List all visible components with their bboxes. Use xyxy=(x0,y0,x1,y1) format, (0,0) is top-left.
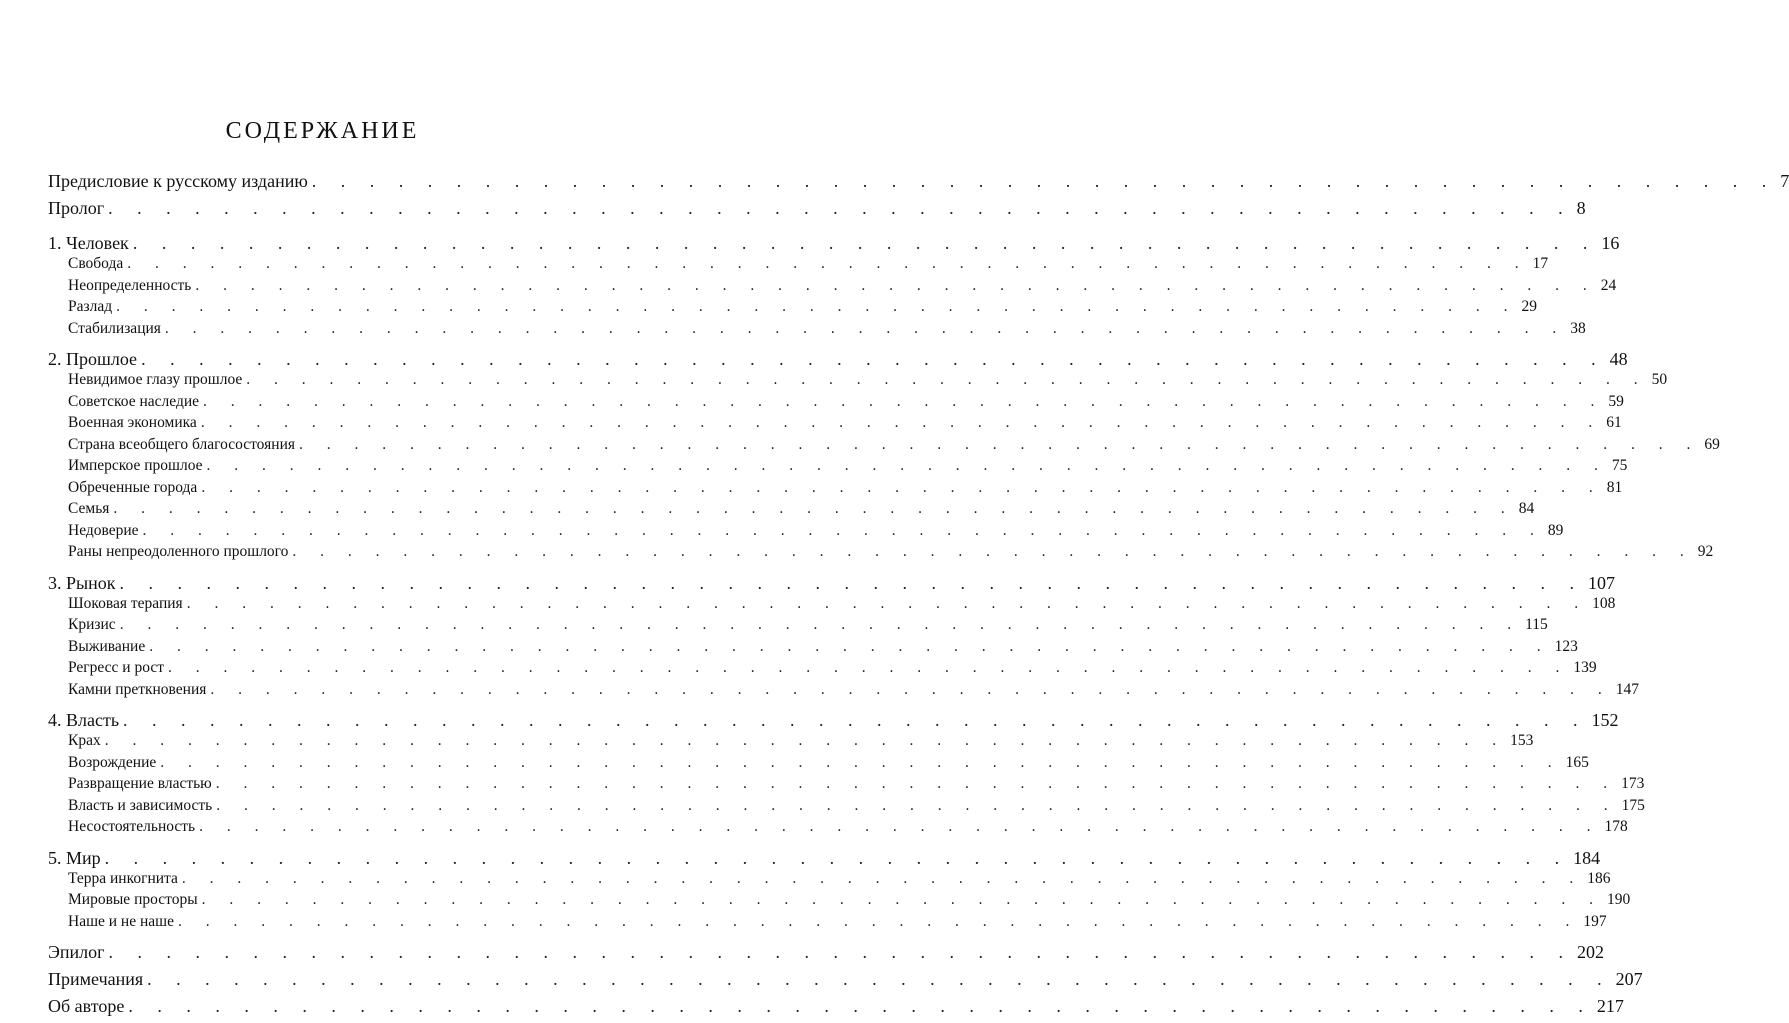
section-gap xyxy=(48,565,544,573)
toc-entry xyxy=(48,637,1578,660)
toc-entry xyxy=(48,732,1534,754)
toc-entry-title: Власть и зависимость xyxy=(68,796,213,814)
section-gap xyxy=(48,702,544,710)
toc-entry-title: Несостоятельность xyxy=(68,818,196,835)
dot-leader: . . . . . . . . . . . . . . . . . . . . . . . . . . . . . . . . . . . . . . . . . . . . . . . . . . . xyxy=(123,710,1588,730)
toc-entry-title: Советское наследие xyxy=(68,392,200,410)
toc-entry-page: 84 xyxy=(1518,500,1535,517)
dot-leader: . . . . . . . . . . . . . . . . . . . . . . . . . . . . . . . . . . . . . . . . . . . . . . . . . . . xyxy=(206,457,1608,474)
toc-entry xyxy=(48,276,1617,299)
toc-entry-title: Наше и не наше xyxy=(68,912,174,930)
toc-entry-page: 16 xyxy=(1601,233,1620,253)
toc-entry xyxy=(48,349,1628,371)
section-gap xyxy=(48,225,544,233)
toc-entry xyxy=(48,500,1535,522)
toc-entry-title: Семья xyxy=(68,500,110,517)
dot-leader: . . . . . . . . . . . . . . . . . . . . . . . . . . . . . . . . . . . . . . . . . . . . . . . . . . . xyxy=(119,572,1584,593)
toc-entry-title: Терра инкогнита xyxy=(68,869,178,887)
dot-leader: . . . . . . . . . . . . . . . . . . . . . . . . . . . . . . . . . . . . . . . . . . . . . . . . . . . xyxy=(200,414,1603,431)
section-gap xyxy=(48,341,544,349)
toc-entry xyxy=(48,392,1624,415)
toc-entry-title: Невидимое глазу прошлое xyxy=(68,371,243,388)
toc-entry xyxy=(48,171,1789,198)
toc-entry-title: 1. Человек xyxy=(48,233,129,253)
toc-entry-page: 184 xyxy=(1573,847,1601,868)
toc-entry-title: Военная экономика xyxy=(68,414,197,431)
toc-entry-page: 59 xyxy=(1608,392,1624,410)
toc-entry xyxy=(48,869,1611,892)
dot-leader: . . . . . . . . . . . . . . . . . . . . . . . . . . . . . . . . . . . . . . . . . . . . . . . . . . . xyxy=(104,732,1507,749)
dot-leader: . . . . . . . . . . . . . . . . . . . . . . . . . . . . . . . . . . . . . . . . . . . . . . . . . . . xyxy=(195,276,1597,294)
toc-entry-title: Имперское прошлое xyxy=(68,457,203,474)
toc-entry-title: Страна всеобщего благосостояния xyxy=(68,435,295,453)
toc-entry-title: Разлад xyxy=(68,298,113,315)
dot-leader: . . . . . . . . . . . . . . . . . . . . . . . . . . . . . . . . . . . . . . . . . . . . . . . . . . . xyxy=(149,637,1551,655)
toc-entry xyxy=(48,818,1628,840)
dot-leader: . . . . . . . . . . . . . . . . . . . . . . . . . . . . . . . . . . . . . . . . . . . . . . . . . . . xyxy=(299,435,1701,453)
dot-leader: . . . . . . . . . . . . . . . . . . . . . . . . . . . . . . . . . . . . . . . . . . . . . . . . . . . xyxy=(203,392,1605,410)
toc-entry-title: Предисловие к русскому изданию xyxy=(48,171,308,191)
dot-leader: . . . . . . . . . . . . . . . . . . . . . . . . . . . . . . . . . . . . . . . . . . . . . . . . . . . xyxy=(168,659,1570,676)
toc-entry-page: 17 xyxy=(1532,255,1549,272)
toc-entry-title: Возрождение xyxy=(68,753,157,771)
toc-entry-page: 108 xyxy=(1592,594,1616,612)
toc-entry-title: Мировые просторы xyxy=(68,891,198,908)
toc-entry-title: Эпилог xyxy=(48,942,105,962)
toc-entry xyxy=(48,616,1548,638)
toc-entry-page: 190 xyxy=(1606,891,1631,908)
toc-entry xyxy=(48,319,1586,342)
toc-entry xyxy=(48,435,1720,458)
toc-entry-page: 202 xyxy=(1577,942,1605,962)
toc-entry-page: 152 xyxy=(1591,710,1619,730)
toc-entry-page: 8 xyxy=(1576,198,1586,218)
dot-leader: . . . . . . . . . . . . . . . . . . . . . . . . . . . . . . . . . . . . . . . . . . . . . . . . . . . xyxy=(164,319,1567,337)
toc-entry-page: 38 xyxy=(1570,319,1586,337)
toc-entry-page: 48 xyxy=(1609,349,1628,369)
toc-entry-title: Шоковая терапия xyxy=(68,594,183,612)
toc-entry-title: Стабилизация xyxy=(68,319,161,337)
toc-entry xyxy=(48,753,1589,776)
toc-entry-page: 81 xyxy=(1606,478,1623,496)
table-of-contents xyxy=(48,171,1789,1023)
dot-leader: . . . . . . . . . . . . . . . . . . . . . . . . . . . . . . . . . . . . . . . . . . . . . . . . . . . xyxy=(311,171,1777,191)
toc-entry xyxy=(48,371,1668,393)
dot-leader: . . . . . . . . . . . . . . . . . . . . . . . . . . . . . . . . . . . . . . . . . . . . . . . . . . . xyxy=(181,869,1584,887)
toc-entry-page: 153 xyxy=(1510,732,1534,749)
toc-entry-title: 4. Власть xyxy=(48,710,120,730)
dot-leader: . . . . . . . . . . . . . . . . . . . . . . . . . . . . . . . . . . . . . . . . . . . . . . . . . . . xyxy=(147,969,1612,989)
toc-entry-page: 217 xyxy=(1596,996,1624,1016)
toc-entry-page: 123 xyxy=(1554,637,1578,655)
toc-entry-title: Выживание xyxy=(68,637,146,655)
dot-leader: . . . . . . . . . . . . . . . . . . . . . . . . . . . . . . . . . . . . . . . . . . . . . . . . . . . xyxy=(201,891,1603,908)
toc-entry-title: Пролог xyxy=(48,198,105,218)
toc-entry xyxy=(48,543,1714,565)
dot-leader: . . . . . . . . . . . . . . . . . . . . . . . . . . . . . . . . . . . . . . . . . . . . . . . . . . . xyxy=(216,796,1618,814)
toc-entry-title: Недоверие xyxy=(68,521,139,539)
toc-entry-page: 197 xyxy=(1583,912,1607,930)
toc-entry-page: 165 xyxy=(1565,753,1589,771)
dot-leader: . . . . . . . . . . . . . . . . . . . . . . . . . . . . . . . . . . . . . . . . . . . . . . . . . . . xyxy=(141,349,1606,369)
toc-entry-title: Примечания xyxy=(48,969,144,989)
toc-entry xyxy=(48,298,1537,320)
dot-leader: . . . . . . . . . . . . . . . . . . . . . . . . . . . . . . . . . . . . . . . . . . . . . . . . . . . xyxy=(177,912,1580,930)
dot-leader: . . . . . . . . . . . . . . . . . . . . . . . . . . . . . . . . . . . . . . . . . . . . . . . . . . . xyxy=(127,255,1529,272)
toc-entry-title: Об авторе xyxy=(48,996,125,1016)
toc-entry-page: 186 xyxy=(1587,869,1611,887)
toc-entry-page: 89 xyxy=(1547,521,1564,539)
toc-entry-page: 7 xyxy=(1780,171,1789,191)
toc-entry xyxy=(48,414,1622,436)
toc-entry xyxy=(48,255,1549,277)
dot-leader: . . . . . . . . . . . . . . . . . . . . . . . . . . . . . . . . . . . . . . . . . . . . . . . . . . . xyxy=(119,616,1522,633)
toc-entry-title: Камни преткновения xyxy=(68,680,207,698)
toc-entry xyxy=(48,659,1597,681)
dot-leader: . . . . . . . . . . . . . . . . . . . . . . . . . . . . . . . . . . . . . . . . . . . . . . . . . . . xyxy=(246,371,1648,388)
toc-entry-page: 178 xyxy=(1604,818,1628,835)
toc-entry-title: Крах xyxy=(68,732,101,749)
dot-leader: . . . . . . . . . . . . . . . . . . . . . . . . . . . . . . . . . . . . . . . . . . . . . . . . . . . xyxy=(160,753,1562,771)
dot-leader: . . . . . . . . . . . . . . . . . . . . . . . . . . . . . . . . . . . . . . . . . . . . . . . . . . . xyxy=(199,818,1601,835)
toc-entry xyxy=(48,521,1564,544)
dot-leader: . . . . . . . . . . . . . . . . . . . . . . . . . . . . . . . . . . . . . . . . . . . . . . . . . . . xyxy=(201,478,1603,496)
toc-entry xyxy=(48,847,1601,870)
toc-entry xyxy=(48,680,1640,703)
toc-entry-title: Развращение властью xyxy=(68,775,212,792)
dot-leader: . . . . . . . . . . . . . . . . . . . . . . . . . . . . . . . . . . . . . . . . . . . . . . . . . . . xyxy=(128,996,1593,1016)
toc-entry xyxy=(48,942,1605,969)
toc-entry xyxy=(48,969,1643,996)
page-title: СОДЕРЖАНИЕ xyxy=(225,118,420,144)
toc-entry-page: 92 xyxy=(1697,543,1714,560)
toc-entry xyxy=(48,478,1623,501)
toc-entry-page: 175 xyxy=(1621,796,1645,814)
toc-entry-title: 5. Мир xyxy=(48,847,101,868)
dot-leader: . . . . . . . . . . . . . . . . . . . . . . . . . . . . . . . . . . . . . . . . . . . . . . . . . . . xyxy=(113,500,1515,517)
toc-entry-title: Регресс и рост xyxy=(68,659,165,676)
dot-leader: . . . . . . . . . . . . . . . . . . . . . . . . . . . . . . . . . . . . . . . . . . . . . . . . . . . xyxy=(186,594,1589,612)
dot-leader: . . . . . . . . . . . . . . . . . . . . . . . . . . . . . . . . . . . . . . . . . . . . . . . . . . . xyxy=(142,521,1544,539)
section-gap xyxy=(48,934,544,942)
toc-entry-page: 75 xyxy=(1611,457,1628,474)
toc-entry xyxy=(48,891,1631,913)
toc-entry-title: Неопределенность xyxy=(68,276,192,294)
toc-entry xyxy=(48,198,1586,225)
toc-entry xyxy=(48,996,1624,1023)
toc-entry-title: Раны непреодоленного прошлого xyxy=(68,543,289,560)
toc-entry xyxy=(48,233,1620,255)
toc-entry-title: 3. Рынок xyxy=(48,572,116,593)
dot-leader: . . . . . . . . . . . . . . . . . . . . . . . . . . . . . . . . . . . . . . . . . . . . . . . . . . . xyxy=(132,233,1598,253)
toc-entry-title: Кризис xyxy=(68,616,116,633)
toc-entry xyxy=(48,710,1619,732)
toc-entry-title: Свобода xyxy=(68,255,124,272)
toc-entry xyxy=(48,594,1616,617)
dot-leader: . . . . . . . . . . . . . . . . . . . . . . . . . . . . . . . . . . . . . . . . . . . . . . . . . . . xyxy=(210,680,1612,698)
toc-entry-page: 29 xyxy=(1521,298,1537,315)
toc-entry-page: 173 xyxy=(1621,775,1645,792)
toc-entry-page: 115 xyxy=(1525,616,1548,633)
dot-leader: . . . . . . . . . . . . . . . . . . . . . . . . . . . . . . . . . . . . . . . . . . . . . . . . . . . xyxy=(116,298,1518,315)
dot-leader: . . . . . . . . . . . . . . . . . . . . . . . . . . . . . . . . . . . . . . . . . . . . . . . . . . . xyxy=(215,775,1618,792)
toc-entry xyxy=(48,775,1645,797)
dot-leader: . . . . . . . . . . . . . . . . . . . . . . . . . . . . . . . . . . . . . . . . . . . . . . . . . . . xyxy=(108,198,1573,218)
toc-entry xyxy=(48,572,1615,595)
toc-entry-page: 50 xyxy=(1651,371,1668,388)
toc-entry-title: Обреченные города xyxy=(68,478,198,496)
toc-entry-page: 61 xyxy=(1606,414,1622,431)
toc-entry-page: 207 xyxy=(1615,969,1643,989)
dot-leader: . . . . . . . . . . . . . . . . . . . . . . . . . . . . . . . . . . . . . . . . . . . . . . . . . . . xyxy=(104,847,1570,868)
toc-entry xyxy=(48,457,1628,479)
toc-entry-page: 24 xyxy=(1600,276,1617,294)
dot-leader: . . . . . . . . . . . . . . . . . . . . . . . . . . . . . . . . . . . . . . . . . . . . . . . . . . . xyxy=(292,543,1694,560)
toc-entry-page: 147 xyxy=(1615,680,1640,698)
toc-entry xyxy=(48,912,1607,935)
toc-entry-page: 139 xyxy=(1573,659,1597,676)
toc-entry-page: 69 xyxy=(1704,435,1720,453)
toc-entry-page: 107 xyxy=(1587,572,1615,593)
section-gap xyxy=(48,840,544,848)
toc-entry-title: 2. Прошлое xyxy=(48,349,138,369)
toc-entry xyxy=(48,796,1645,819)
dot-leader: . . . . . . . . . . . . . . . . . . . . . . . . . . . . . . . . . . . . . . . . . . . . . . . . . . . xyxy=(108,942,1574,962)
